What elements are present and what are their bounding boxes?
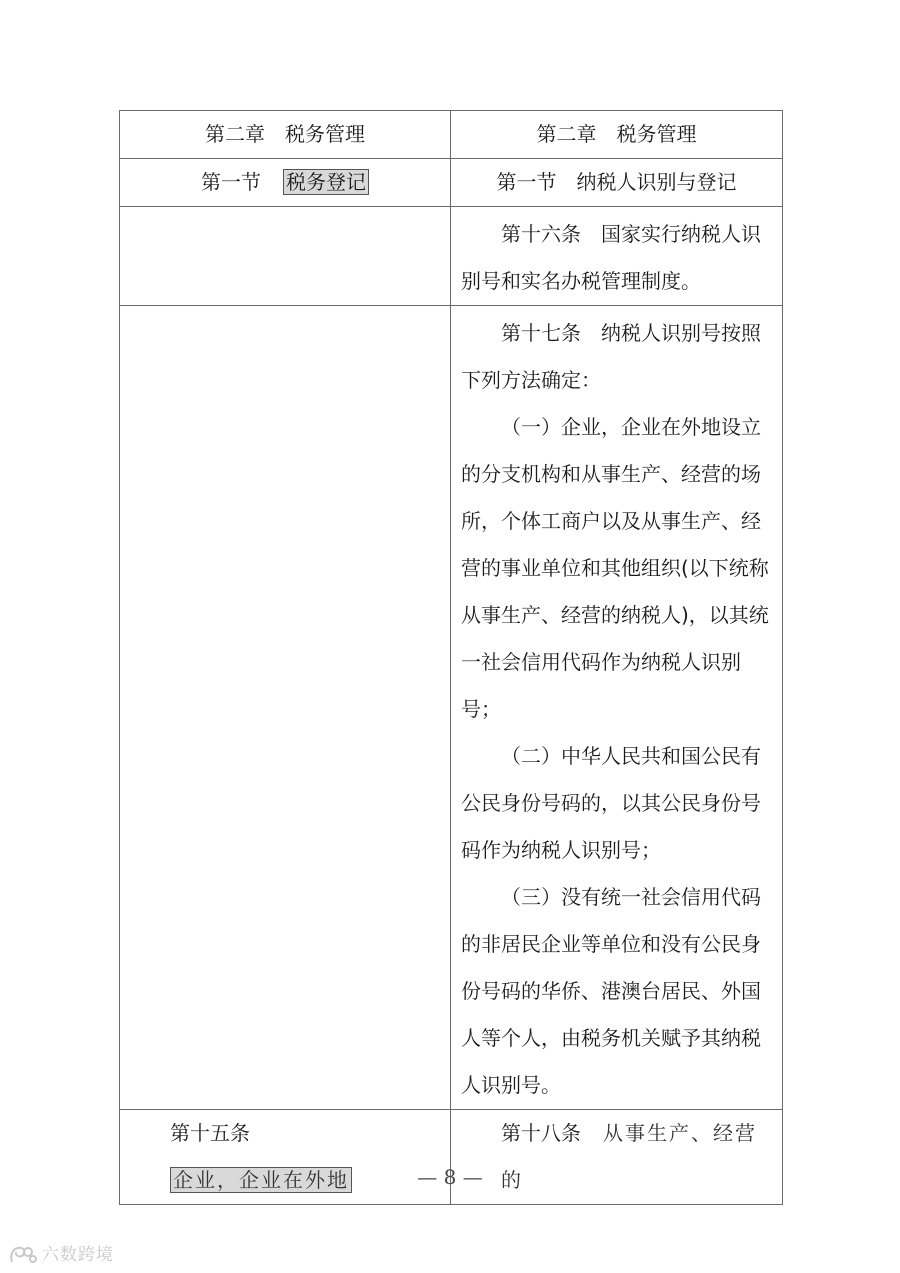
chapter-heading-left: 第二章 税务管理: [120, 111, 451, 159]
article-18-cell: [451, 1110, 783, 1205]
sixnum-logo-icon: [8, 1244, 38, 1266]
article-15-cell: [120, 1110, 451, 1205]
article-17-intro: 第十七条 纳税人识别号按照下列方法确定：: [461, 321, 761, 392]
watermark: [8, 1240, 114, 1266]
article-17-item-1: （一）企业，企业在外地设立的分支机构和从事生产、经营的场所，个体工商户以及从事生产、经营的事业单位和其他组织(以下统称从事生产、经营的纳税人)，以其统一社会信用代码作为纳税人识别号；: [461, 415, 769, 721]
article-17-item-3: （三）没有统一社会信用代码的非居民企业等单位和没有公民身份号码的华侨、港澳台居民、外国人等个人，由税务机关赋予其纳税人识别号。: [461, 885, 761, 1097]
table-row: [120, 207, 783, 306]
highlighted-text: 企业，企业在外地: [170, 1167, 352, 1193]
section-heading-left: 第一节 税务登记: [120, 159, 451, 207]
empty-cell-left: [120, 306, 451, 1110]
article-15-label: 第十五条: [170, 1121, 250, 1145]
article-18-label: 第十八条: [501, 1121, 581, 1145]
article-16-text: 第十六条 国家实行纳税人识别号和实名办税管理制度。: [461, 222, 761, 293]
chapter-heading-right: 第二章 税务管理: [451, 111, 783, 159]
table-row: [120, 159, 783, 207]
comparison-table: [119, 110, 783, 1205]
highlighted-text: 税务登记: [283, 169, 369, 195]
table-row: [120, 111, 783, 159]
watermark-text: 六数跨境: [42, 1245, 114, 1265]
section-heading-right: 第一节 纳税人识别与登记: [451, 159, 783, 207]
article-17-item-2: （二）中华人民共和国公民有公民身份号码的，以其公民身份号码作为纳税人识别号；: [461, 744, 761, 862]
article-16-cell: [451, 207, 783, 306]
page-number: — 8 —: [417, 1165, 483, 1189]
article-17-cell: [451, 306, 783, 1110]
empty-cell-left: [120, 207, 451, 306]
table-row: [120, 1110, 783, 1205]
article-18-text: 从事生产、经营的: [501, 1121, 757, 1192]
table-row: [120, 306, 783, 1110]
